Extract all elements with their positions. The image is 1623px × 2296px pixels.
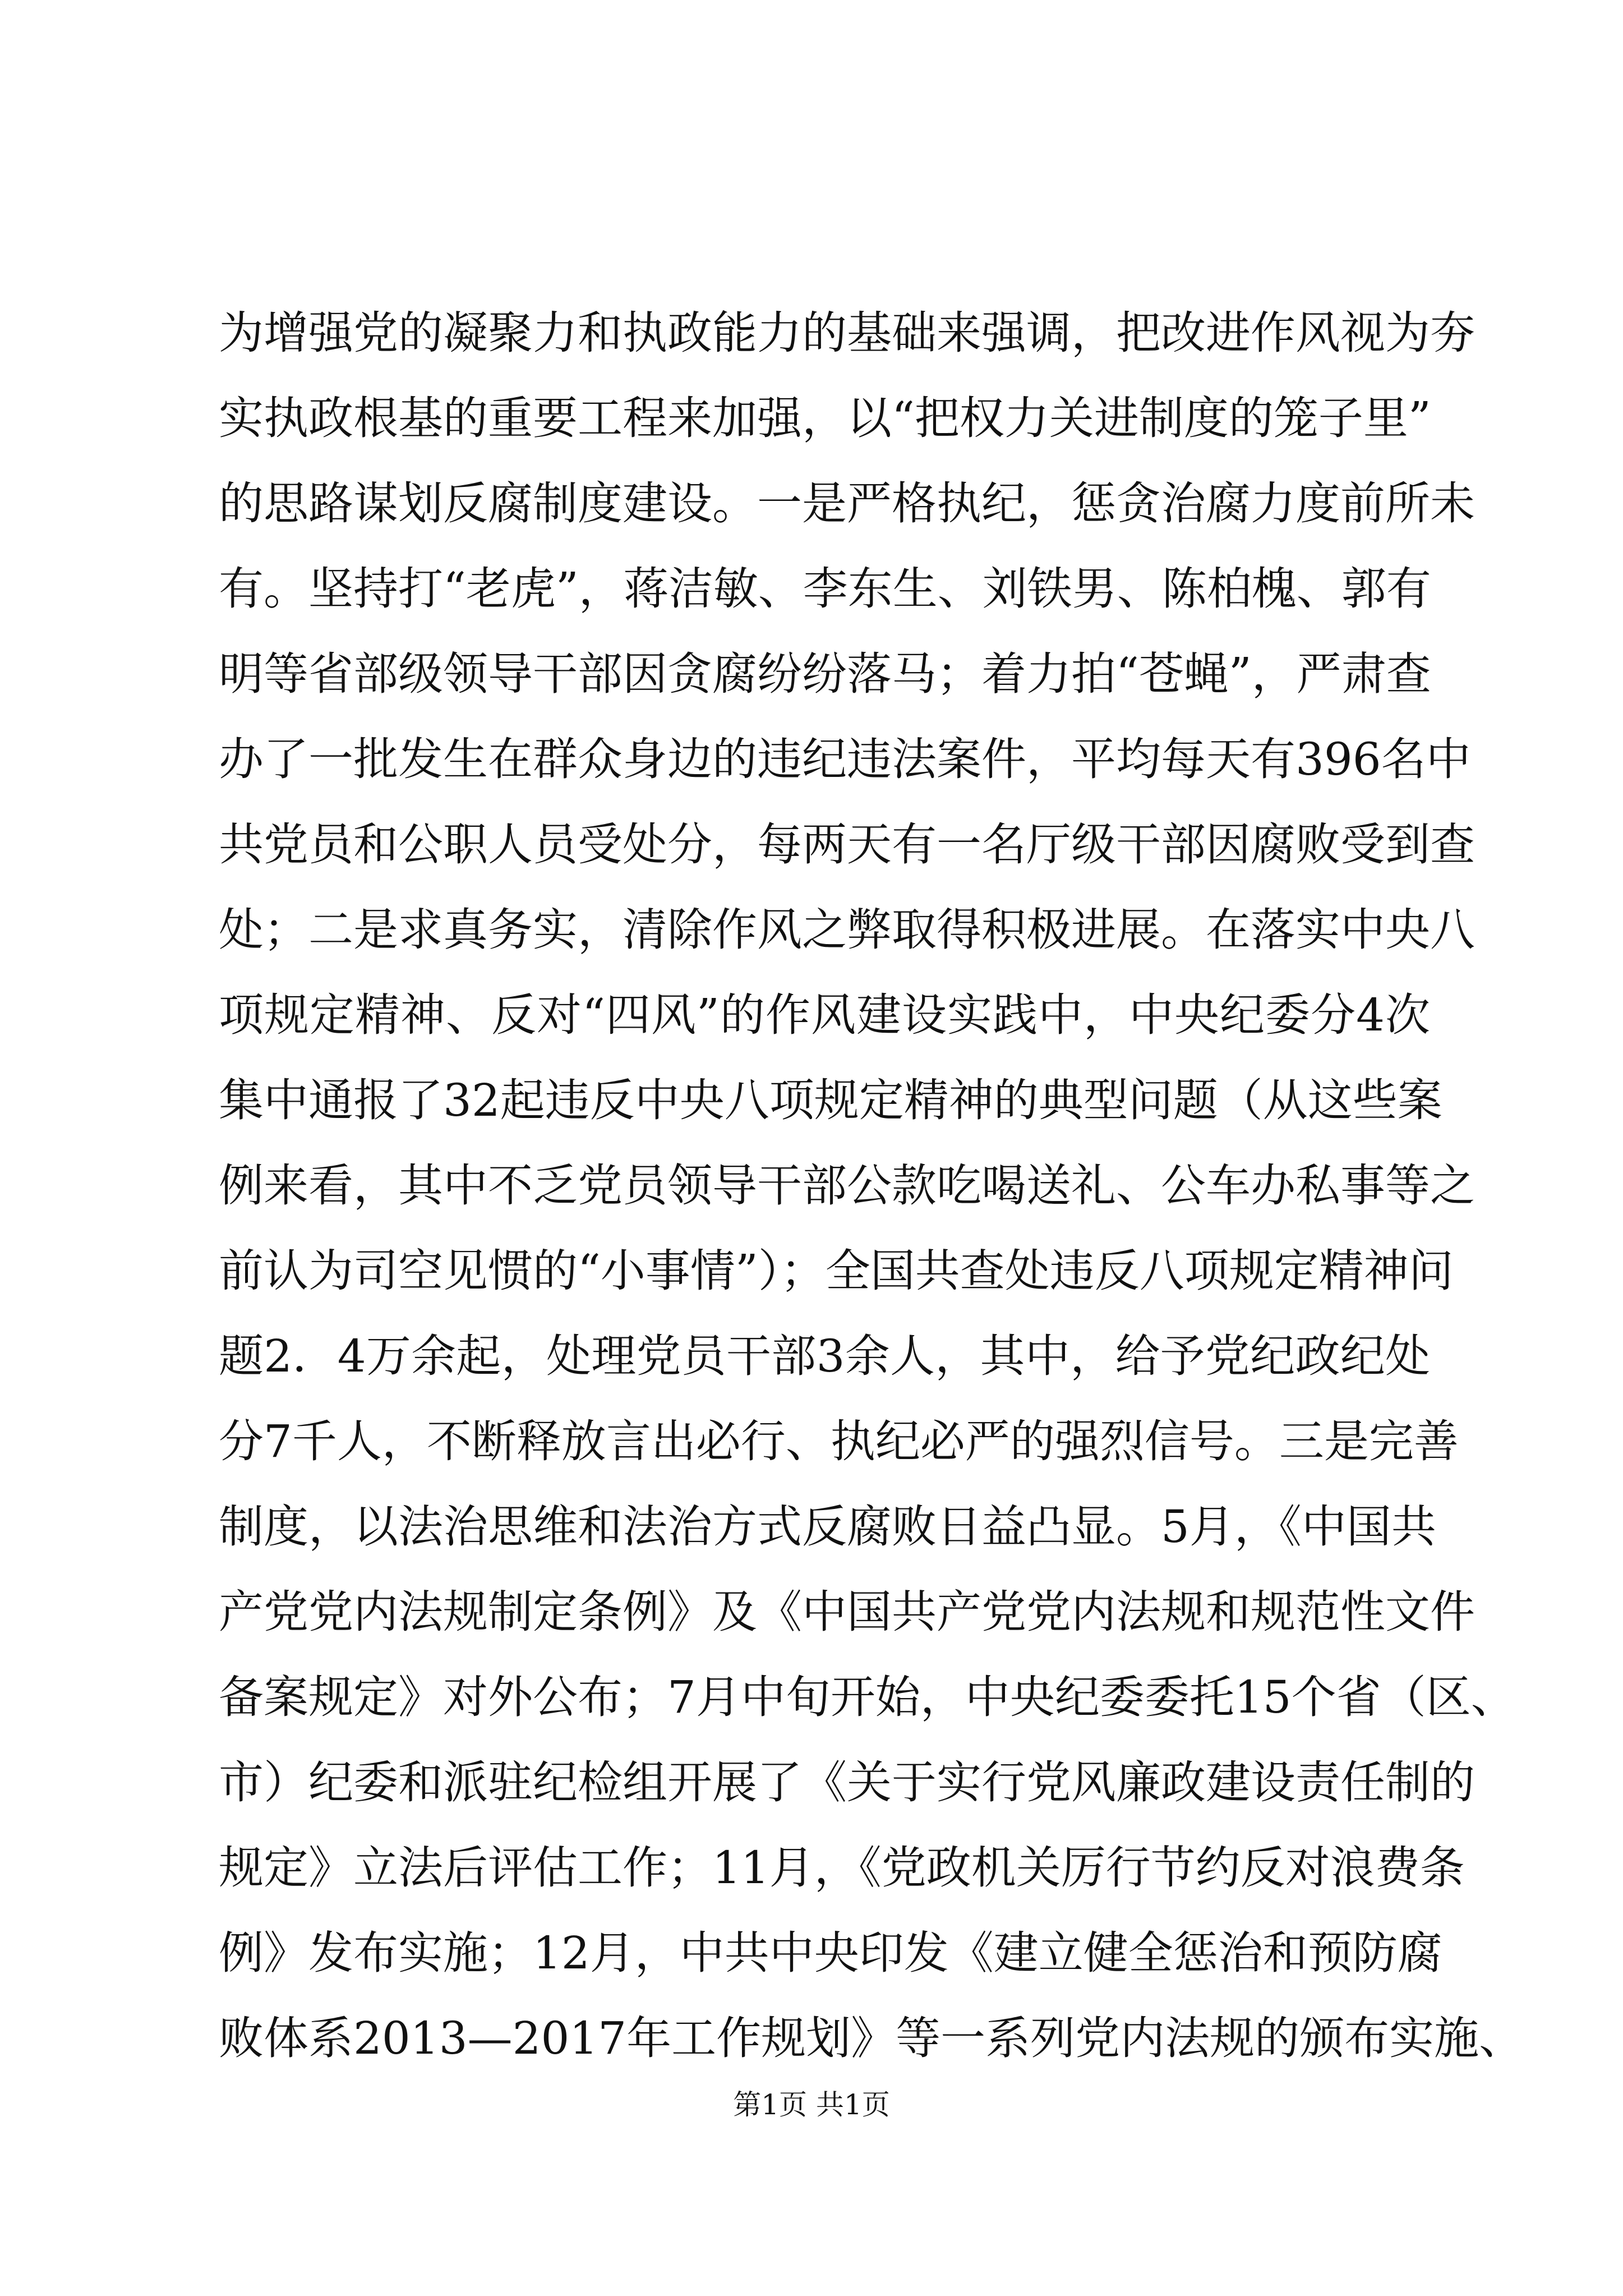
text-line: 共党员和公职人员受处分，每两天有一名厅级干部因腐败受到查 (219, 818, 1475, 871)
text-line: 产党党内法规制定条例》及《中国共产党党内法规和规范性文件 (219, 1586, 1475, 1638)
text-line: 题2．4万余起，处理党员干部3余人，其中，给予党纪政纪处 (219, 1330, 1430, 1382)
body-paragraph (219, 291, 1524, 2081)
text-line: 为增强党的凝聚力和执政能力的基础来强调，把改进作风视为夯 (219, 307, 1475, 359)
page-number-label: 第1页 共1页 (733, 2088, 890, 2121)
text-line: 的思路谋划反腐制度建设。一是严格执纪，惩贪治腐力度前所未 (219, 477, 1475, 530)
text-line: 规定》立法后评估工作；11月，《党政机关厉行节约反对浪费条 (219, 1842, 1465, 1894)
page-footer (0, 2082, 1623, 2123)
text-line: 实执政根基的重要工程来加强，以“把权力关进制度的笼子里” (219, 392, 1431, 444)
text-line: 项规定精神、反对“四风”的作风建设实践中，中央纪委分4次 (219, 989, 1430, 1041)
text-line: 明等省部级领导干部因贪腐纷纷落马；着力拍“苍蝇”，严肃查 (219, 648, 1431, 700)
text-line: 备案规定》对外公布；7月中旬开始，中央纪委委托15个省（区、 (219, 1671, 1516, 1723)
text-line: 有。坚持打“老虎”，蒋洁敏、李东生、刘铁男、陈柏槐、郭有 (219, 563, 1431, 615)
text-line: 前认为司空见惯的“小事情”）；全国共查处违反八项规定精神问 (219, 1245, 1454, 1297)
text-line: 败体系2013—2017年工作规划》等一系列党内法规的颁布实施、 (219, 2012, 1524, 2064)
text-line: 办了一批发生在群众身边的违纪违法案件，平均每天有396名中 (219, 733, 1471, 785)
text-line: 集中通报了32起违反中央八项规定精神的典型问题（从这些案 (219, 1074, 1442, 1126)
text-line: 例》发布实施；12月，中共中央印发《建立健全惩治和预防腐 (219, 1927, 1442, 1979)
text-line: 市）纪委和派驻纪检组开展了《关于实行党风廉政建设责任制的 (219, 1756, 1475, 1809)
text-line: 分7千人，不断释放言出必行、执纪必严的强烈信号。三是完善 (219, 1415, 1459, 1467)
text-line: 制度，以法治思维和法治方式反腐败日益凸显。5月，《中国共 (219, 1501, 1436, 1553)
text-line: 例来看，其中不乏党员领导干部公款吃喝送礼、公车办私事等之 (219, 1159, 1475, 1212)
text-line: 处；二是求真务实，清除作风之弊取得积极进展。在落实中央八 (219, 904, 1475, 956)
